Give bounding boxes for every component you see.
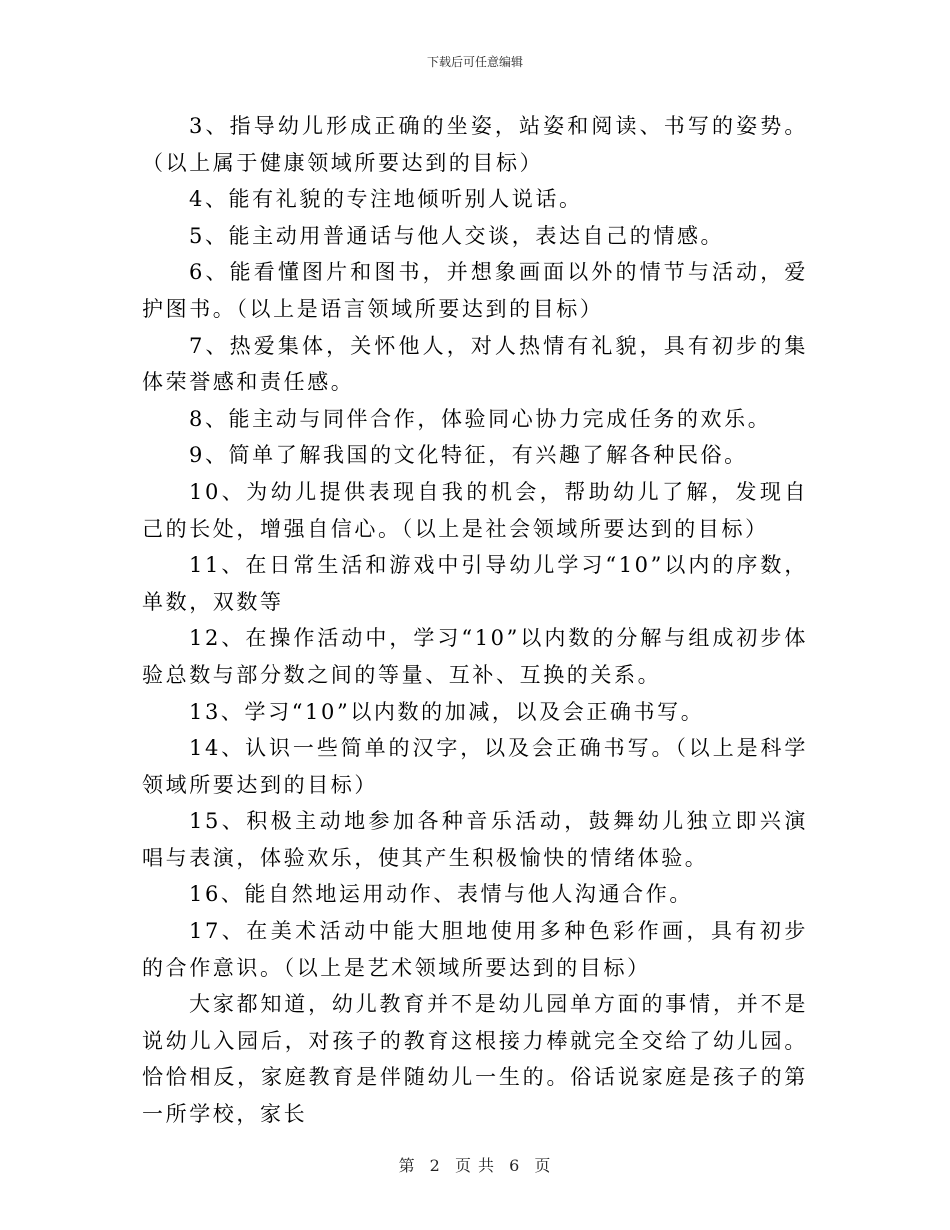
paragraph-item-3: 3、指导幼儿形成正确的坐姿，站姿和阅读、书写的姿势。（以上属于健康领域所要达到的目标） (142, 114, 808, 175)
footer-middle: 页 共 (454, 1156, 496, 1175)
paragraph-item-14: 14、认识一些简单的汉字，以及会正确书写。（以上是科学领域所要达到的目标） (142, 736, 808, 797)
paragraph-item-6: 6、能看懂图片和图书，并想象画面以外的情节与活动，爱护图书。（以上是语言领域所要达到的目标） (142, 260, 808, 321)
total-pages-number: 6 (509, 1156, 521, 1175)
paragraph-item-9: 9、简单了解我国的文化特征，有兴趣了解各种民俗。 (189, 443, 748, 468)
page-header: 下载后可任意编辑 (426, 55, 523, 69)
paragraph-closing: 大家都知道，幼儿教育并不是幼儿园单方面的事情，并不是说幼儿入园后，对孩子的教育这根接力棒就完全交给了幼儿园。恰恰相反，家庭教育是伴随幼儿一生的。俗话说家庭是孩子的第一所学校，家长 (142, 992, 808, 1127)
paragraph-item-10: 10、为幼儿提供表现自我的机会，帮助幼儿了解，发现自己的长处，增强自信心。（以上是社会领域所要达到的目标） (142, 479, 808, 541)
paragraph-item-7: 7、热爱集体，关怀他人，对人热情有礼貌，具有初步的集体荣誉感和责任感。 (142, 333, 808, 395)
paragraph-item-15: 15、积极主动地参加各种音乐活动，鼓舞幼儿独立即兴演唱与表演，体验欢乐，使其产生积极愉快的情绪体验。 (142, 809, 808, 870)
document-body (142, 108, 808, 1133)
footer-suffix: 页 (534, 1156, 552, 1175)
paragraph-item-16: 16、能自然地运用动作、表情与他人沟通合作。 (189, 882, 693, 907)
paragraph-item-12: 12、在操作活动中，学习“10”以内数的分解与组成初步体验总数与部分数之间的等量、互补、互换的关系。 (142, 626, 808, 687)
paragraph-item-5: 5、能主动用普通话与他人交谈，表达自己的情感。 (189, 223, 725, 248)
paragraph-item-13: 13、学习“10”以内数的加减，以及会正确书写。 (189, 699, 705, 724)
paragraph-item-4: 4、能有礼貌的专注地倾听别人说话。 (189, 187, 583, 212)
paragraph-item-11: 11、在日常生活和游戏中引导幼儿学习“10”以内的序数，单数，双数等 (142, 553, 808, 614)
current-page-number: 2 (429, 1156, 441, 1175)
paragraph-item-17: 17、在美术活动中能大胆地使用多种色彩作画，具有初步的合作意识。（以上是艺术领域所要达到的目标） (142, 919, 808, 980)
page-footer (0, 1155, 950, 1177)
footer-prefix: 第 (398, 1156, 416, 1175)
paragraph-item-8: 8、能主动与同伴合作，体验同心协力完成任务的欢乐。 (189, 406, 772, 431)
